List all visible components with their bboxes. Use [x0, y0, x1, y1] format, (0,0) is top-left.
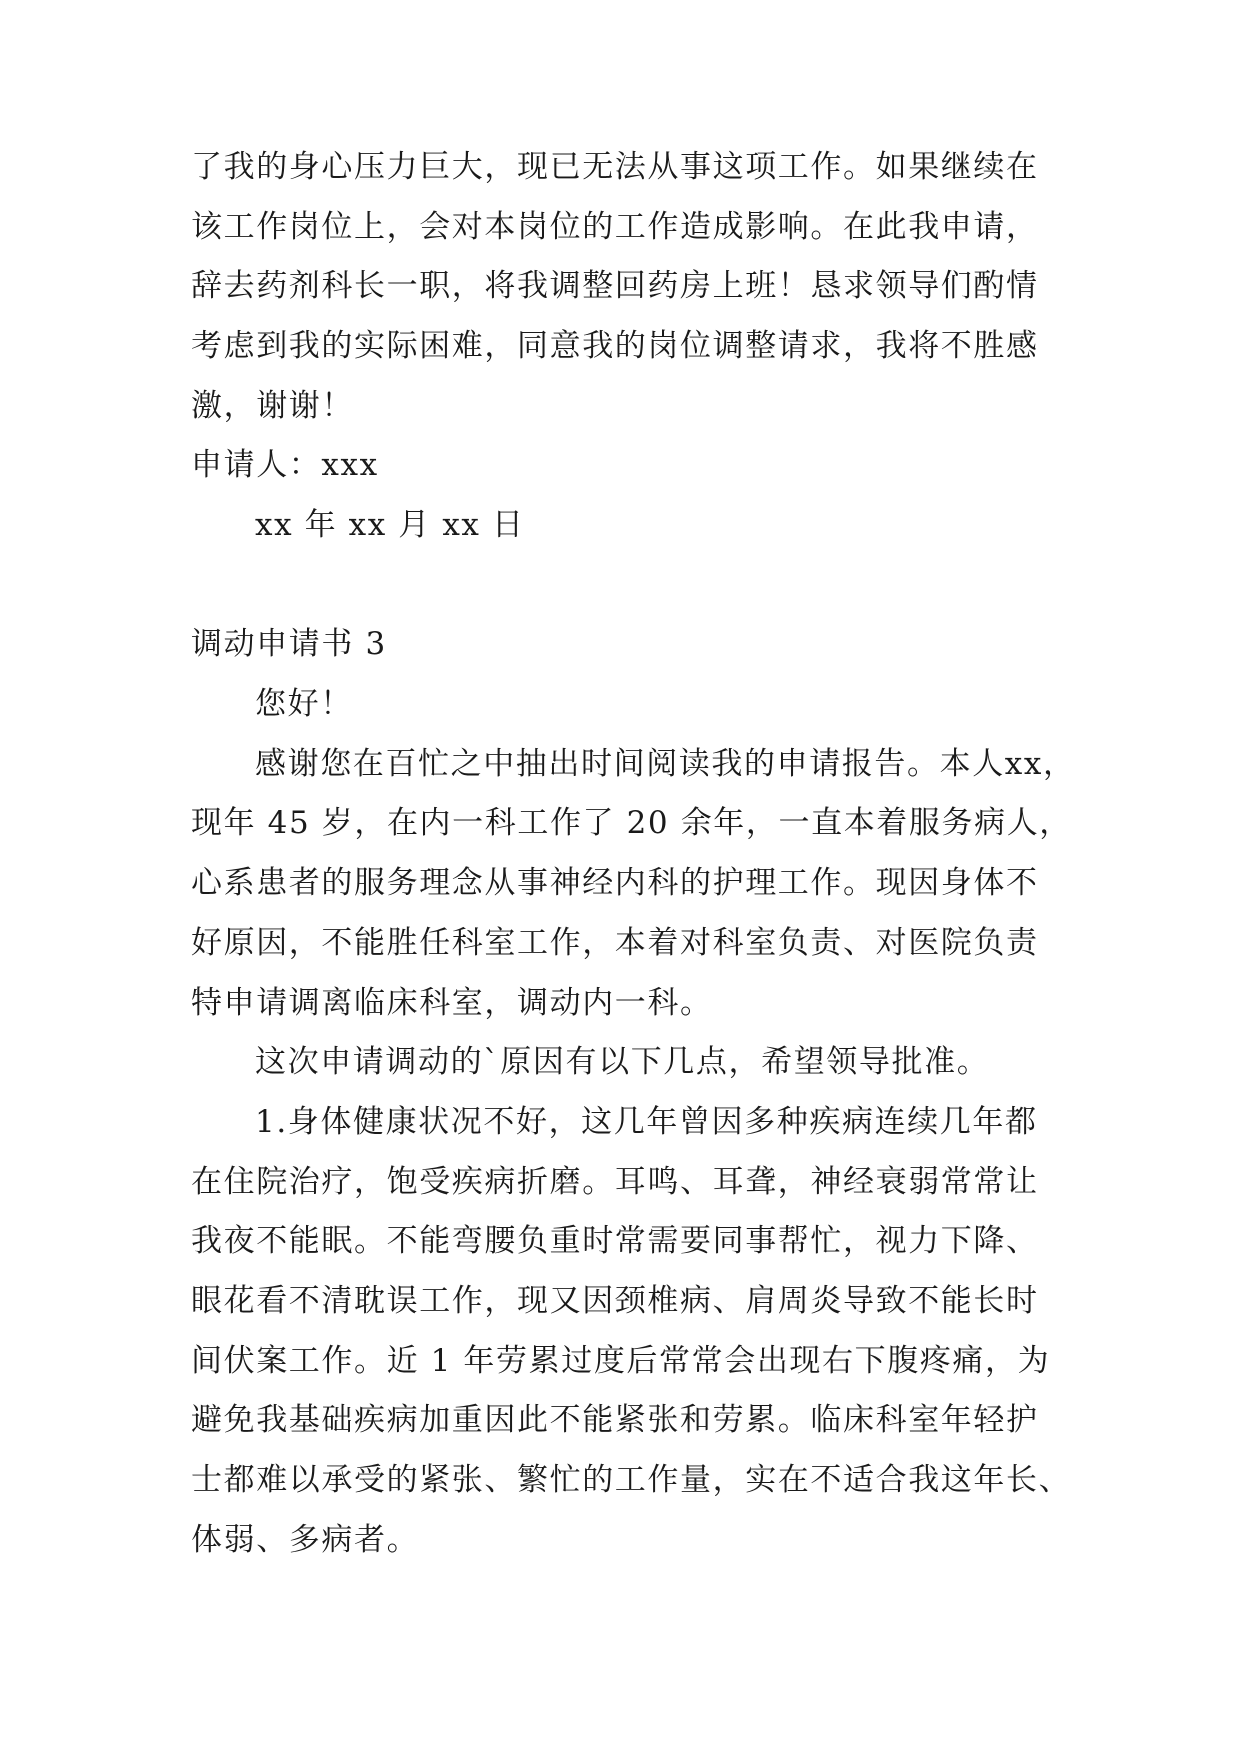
body-text-line: 在住院治疗，饱受疾病折磨。耳鸣、耳聋，神经衰弱常常让 — [191, 1164, 1039, 1200]
section-title: 调动申请书 3 — [191, 626, 387, 662]
body-text-line: 好原因，不能胜任科室工作，本着对科室负责、对医院负责 — [191, 925, 1039, 961]
body-text-line: 辞去药剂科长一职，将我调整回药房上班！恳求领导们酌情 — [191, 268, 1039, 304]
date-line: xx 年 xx 月 xx 日 — [255, 507, 525, 543]
body-text-line: 心系患者的服务理念从事神经内科的护理工作。现因身体不 — [191, 865, 1039, 901]
reason-item-1: 1.身体健康状况不好，这几年曾因多种疾病连续几年都 — [255, 1104, 1038, 1140]
body-text-line: 我夜不能眠。不能弯腰负重时常需要同事帮忙，视力下降、 — [191, 1223, 1039, 1259]
body-text-line: 间伏案工作。近 1 年劳累过度后常常会出现右下腹疼痛，为 — [191, 1343, 1051, 1379]
body-text-line: 眼花看不清耽误工作，现又因颈椎病、肩周炎导致不能长时 — [191, 1283, 1039, 1319]
body-text-line: 避免我基础疾病加重因此不能紧张和劳累。临床科室年轻护 — [191, 1402, 1039, 1438]
body-text-line: 现年 45 岁，在内一科工作了 20 余年，一直本着服务病人， — [191, 805, 1072, 841]
body-text-line: 该工作岗位上，会对本岗位的工作造成影响。在此我申请， — [191, 209, 1039, 245]
greeting: 您好！ — [255, 686, 353, 722]
body-text-line: 考虑到我的实际困难，同意我的岗位调整请求，我将不胜感 — [191, 328, 1039, 364]
body-text-line: 特申请调离临床科室，调动内一科。 — [191, 985, 713, 1021]
body-text-line: 感谢您在百忙之中抽出时间阅读我的申请报告。本人xx， — [255, 746, 1076, 782]
body-text-line: 体弱、多病者。 — [191, 1522, 420, 1558]
body-text-line: 了我的身心压力巨大，现已无法从事这项工作。如果继续在 — [191, 149, 1039, 185]
body-text-line: 士都难以承受的紧张、繁忙的工作量，实在不适合我这年长、 — [191, 1462, 1072, 1498]
body-text-line: 激，谢谢！ — [191, 388, 354, 424]
applicant-signature: 申请人：xxx — [191, 447, 379, 483]
reasons-intro: 这次申请调动的`原因有以下几点，希望领导批准。 — [255, 1044, 990, 1080]
